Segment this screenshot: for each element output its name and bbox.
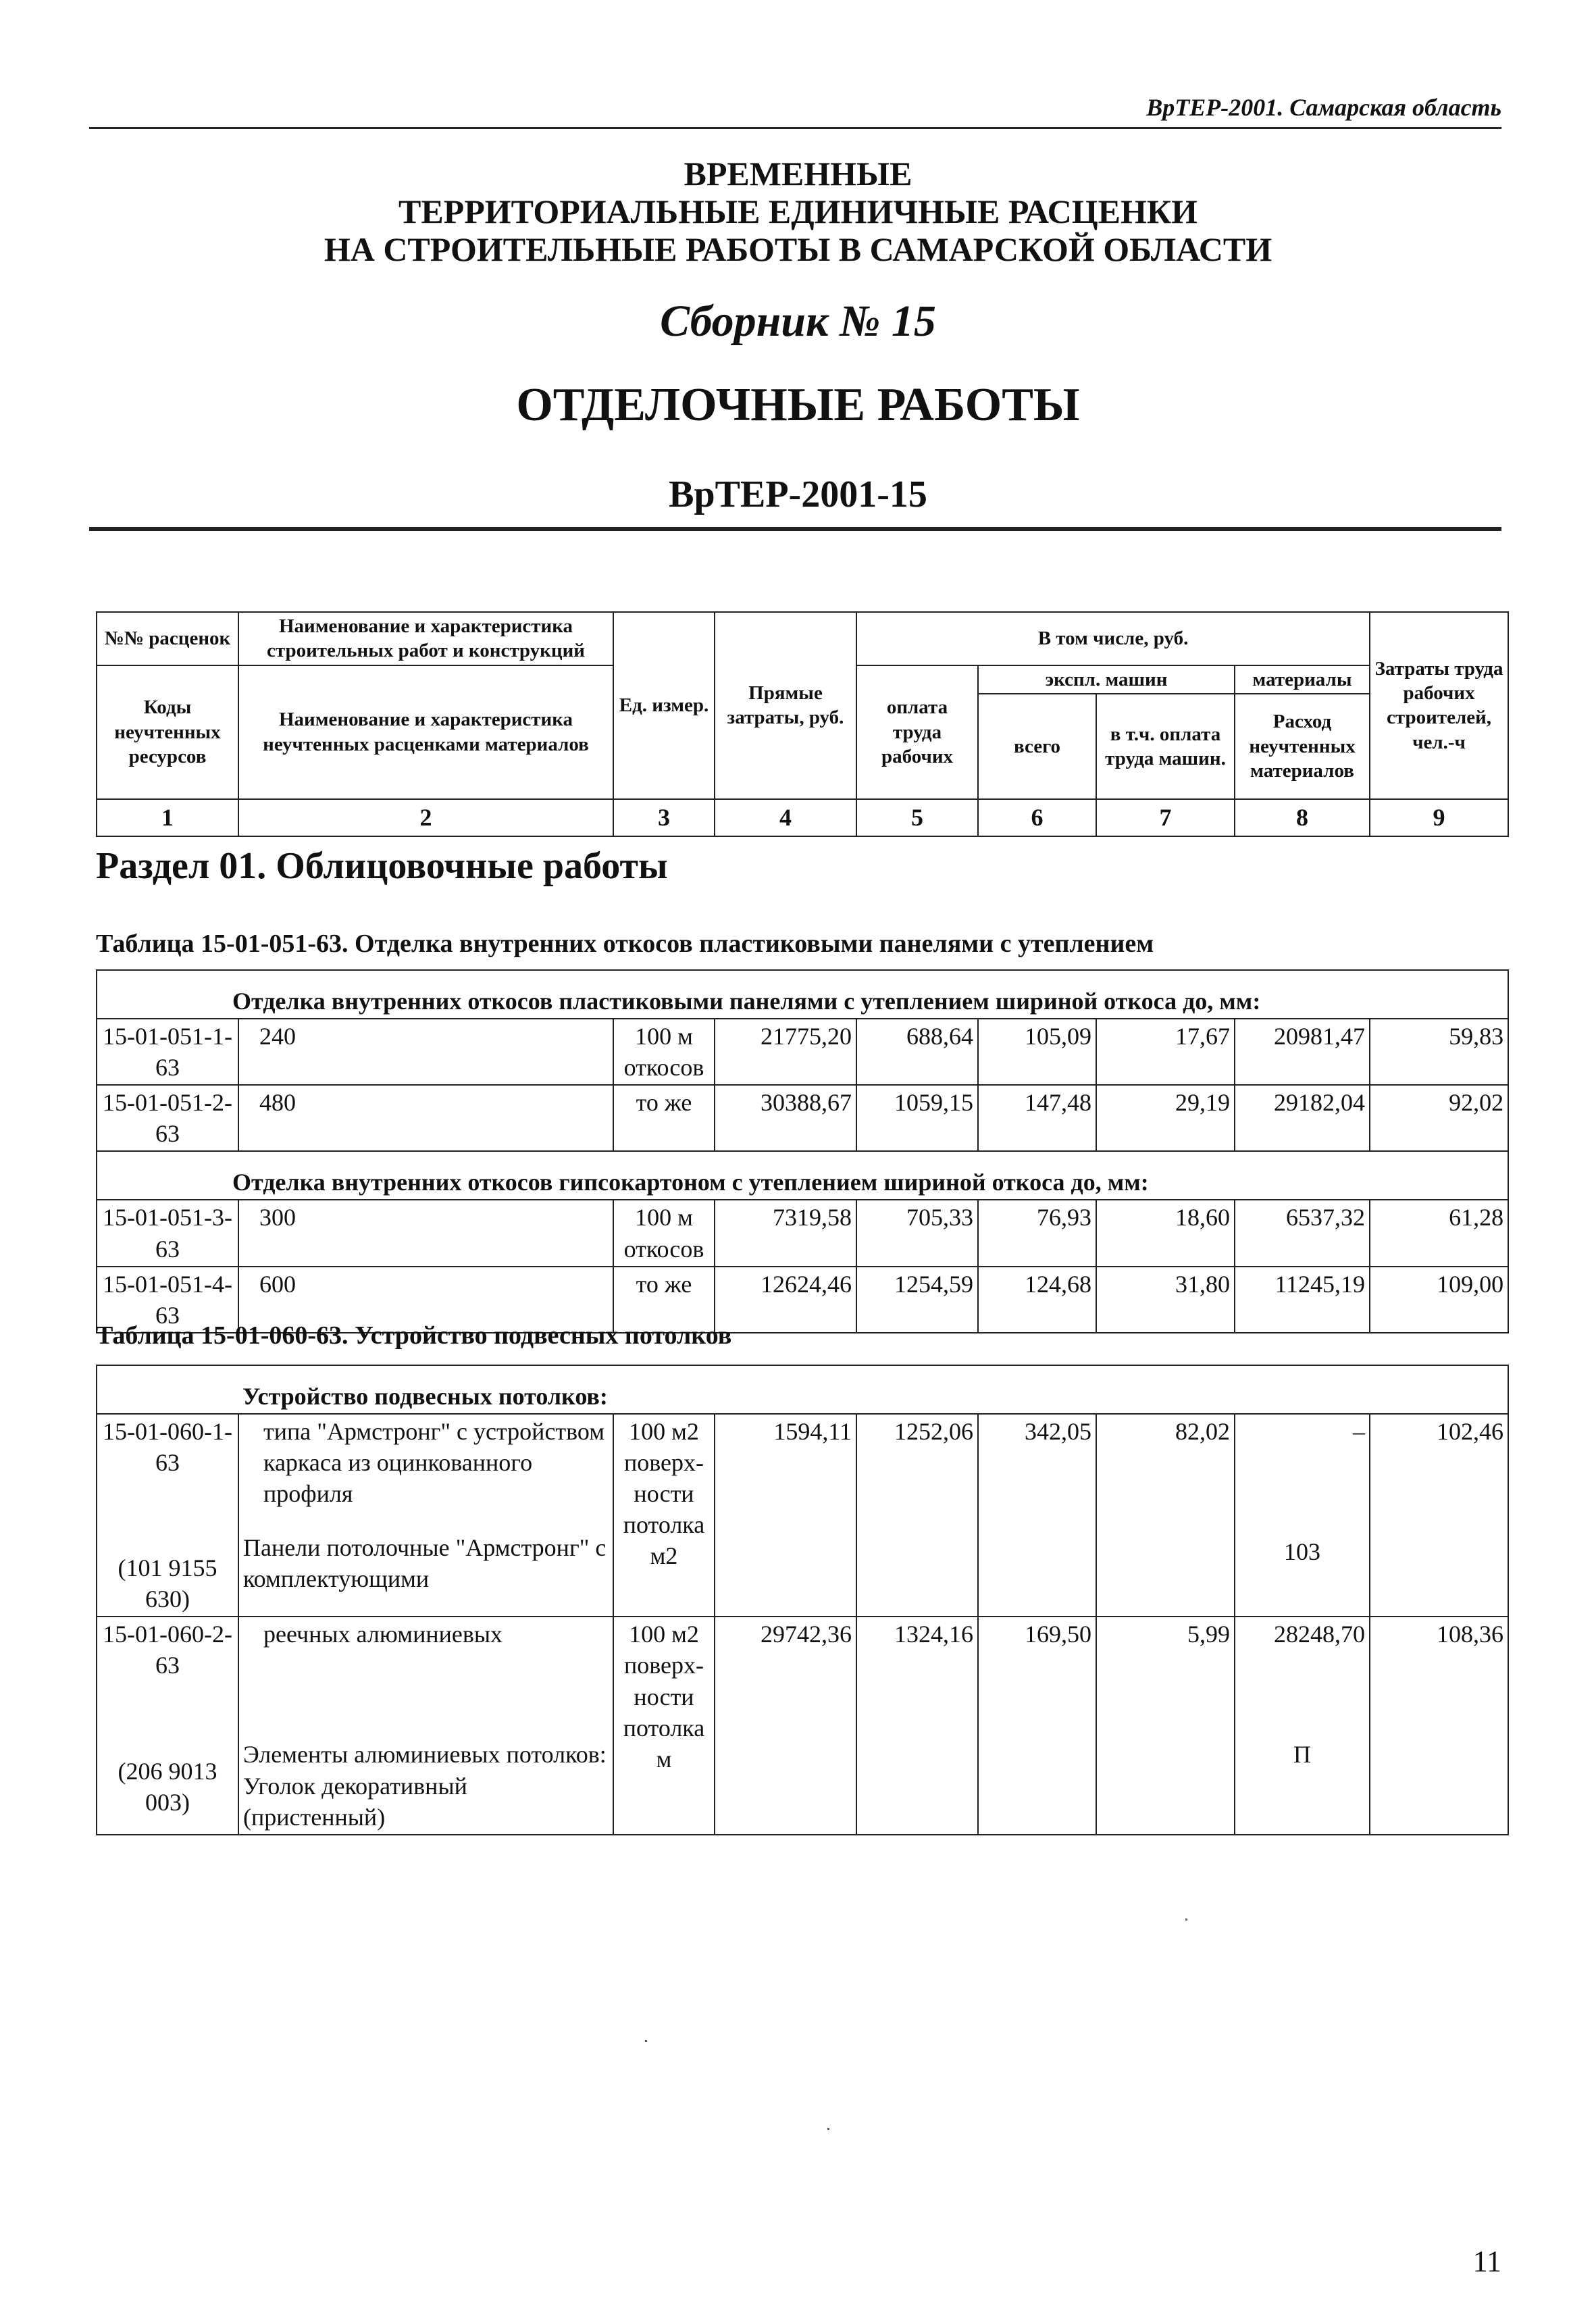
table2-group-heading: Устройство подвесных потолков:: [97, 1365, 1508, 1414]
col-number: 9: [1370, 799, 1508, 836]
hdr-work-name: Наименование и характеристика строительных работ и конструкций: [238, 612, 613, 665]
material-name: Элементы алюминиевых потолков: Уголок декоративный (пристенный): [243, 1741, 607, 1831]
work-name: 600: [238, 1267, 613, 1333]
labor-hours: 59,83: [1370, 1019, 1508, 1085]
work-name: 300: [238, 1200, 613, 1266]
materials: –: [1353, 1418, 1365, 1446]
table-row: [97, 1200, 1508, 1266]
machine-operator-pay: 18,60: [1096, 1200, 1235, 1266]
machines-total: 76,93: [978, 1200, 1096, 1266]
machine-operator-pay: 31,80: [1096, 1267, 1235, 1333]
hdr-rate-number: №№ расценок: [97, 612, 238, 665]
worker-pay: 1059,15: [856, 1085, 978, 1151]
rate-code: 15-01-060-2-63: [103, 1621, 232, 1679]
hdr-material-consumption: Расход неучтенных материалов: [1235, 694, 1370, 799]
direct-costs: 12624,46: [715, 1267, 856, 1333]
machine-operator-pay: 29,19: [1096, 1085, 1235, 1151]
hdr-unit: Ед. измер.: [613, 612, 715, 799]
col-number: 7: [1096, 799, 1235, 836]
unit: то же: [613, 1267, 715, 1333]
col-number: 1: [97, 799, 238, 836]
col-number: 6: [978, 799, 1096, 836]
hdr-machines-total: всего: [978, 694, 1096, 799]
unit-cell: [613, 1414, 715, 1617]
collection-title: Сборник № 15: [660, 297, 936, 346]
hdr-machines: экспл. машин: [978, 665, 1235, 694]
table1-group-heading: Отделка внутренних откосов пластиковыми панелями с утеплением шириной откоса до, мм:: [97, 970, 1508, 1019]
resource-quantity: 103: [1284, 1538, 1320, 1566]
machine-operator-pay: 82,02: [1096, 1414, 1235, 1617]
materials: 28248,70: [1274, 1621, 1365, 1648]
work-name: реечных алюминиевых: [263, 1621, 503, 1648]
direct-costs: 21775,20: [715, 1019, 856, 1085]
machines-total: 169,50: [978, 1617, 1096, 1834]
resource-code: (101 9155 630): [118, 1554, 217, 1613]
hdr-material-name: Наименование и характеристика неучтенных расценками материалов: [238, 665, 613, 799]
col-number: 3: [613, 799, 715, 836]
hdr-resource-codes: Коды неучтенных ресурсов: [97, 665, 238, 799]
table1: [96, 969, 1509, 1333]
rate-code: 15-01-051-3-63: [97, 1200, 238, 1266]
machines-total: 124,68: [978, 1267, 1096, 1333]
table2: [96, 1365, 1509, 1835]
work-name: типа "Армстронг" с устройством каркаса из оцинкованного профиля: [263, 1418, 605, 1508]
direct-costs: 1594,11: [715, 1414, 856, 1617]
unit: 100 м2 поверх-ности потолка: [623, 1418, 705, 1539]
rate-code: 15-01-051-2-63: [97, 1085, 238, 1151]
hdr-worker-pay: оплата труда рабочих: [856, 665, 978, 799]
rate-code-cell: [97, 1617, 238, 1834]
title-line-3: НА СТРОИТЕЛЬНЫЕ РАБОТЫ В САМАРСКОЙ ОБЛАСТИ: [324, 230, 1272, 268]
hdr-direct-costs: Прямые затраты, руб.: [715, 612, 856, 799]
table2-caption: Таблица 15-01-060-63. Устройство подвесных потолков: [96, 1321, 732, 1350]
table-row: [97, 1019, 1508, 1085]
hdr-including: В том числе, руб.: [856, 612, 1370, 665]
rate-code: 15-01-060-1-63: [103, 1418, 232, 1477]
page-number: 11: [1472, 2245, 1501, 2278]
direct-costs: 30388,67: [715, 1085, 856, 1151]
resource-unit: м2: [650, 1542, 678, 1570]
labor-hours: 109,00: [1370, 1267, 1508, 1333]
unit: то же: [613, 1085, 715, 1151]
materials-cell: [1235, 1414, 1370, 1617]
machines-total: 342,05: [978, 1414, 1096, 1617]
col-number: 5: [856, 799, 978, 836]
worker-pay: 1254,59: [856, 1267, 978, 1333]
direct-costs: 29742,36: [715, 1617, 856, 1834]
material-name: Панели потолочные "Армстронг" с комплектующими: [243, 1534, 607, 1593]
worker-pay: 1324,16: [856, 1617, 978, 1834]
resource-quantity: П: [1293, 1741, 1311, 1769]
section-heading: Раздел 01. Облицовочные работы: [96, 845, 668, 887]
materials: 6537,32: [1235, 1200, 1370, 1266]
machine-operator-pay: 5,99: [1096, 1617, 1235, 1834]
work-name: 480: [238, 1085, 613, 1151]
table1-group-heading: Отделка внутренних откосов гипсокартоном с утеплением шириной откоса до, мм:: [97, 1151, 1508, 1200]
work-name-cell: [238, 1414, 613, 1617]
scan-speck: [1185, 1918, 1187, 1921]
table-row: [97, 1617, 1508, 1834]
doc-code: ВрТЕР-2001-15: [669, 474, 927, 515]
materials-cell: [1235, 1617, 1370, 1834]
labor-hours: 61,28: [1370, 1200, 1508, 1266]
unit-cell: [613, 1617, 715, 1834]
table1-caption: Таблица 15-01-051-63. Отделка внутренних откосов пластиковыми панелями с утеплением: [96, 930, 1154, 958]
materials: 11245,19: [1235, 1267, 1370, 1333]
worker-pay: 705,33: [856, 1200, 978, 1266]
work-name-cell: [238, 1617, 613, 1834]
main-title: ОТДЕЛОЧНЫЕ РАБОТЫ: [516, 379, 1080, 431]
rate-code: 15-01-051-4-63: [97, 1267, 238, 1333]
machine-operator-pay: 17,67: [1096, 1019, 1235, 1085]
unit: 100 м откосов: [613, 1200, 715, 1266]
table-row: [97, 1414, 1508, 1617]
labor-hours: 108,36: [1370, 1617, 1508, 1834]
hdr-labor-hours: Затраты труда рабочих строителей, чел.-ч: [1370, 612, 1508, 799]
worker-pay: 688,64: [856, 1019, 978, 1085]
labor-hours: 92,02: [1370, 1085, 1508, 1151]
materials: 29182,04: [1235, 1085, 1370, 1151]
column-header-table: [96, 611, 1509, 837]
header-rule: [89, 127, 1501, 129]
resource-unit: м: [656, 1745, 672, 1773]
scan-speck: [827, 2128, 829, 2130]
resource-code: (206 9013 003): [118, 1757, 217, 1816]
unit: 100 м2 поверх-ности потолка: [623, 1621, 705, 1742]
running-header: ВрТЕР-2001. Самарская область: [1146, 94, 1501, 121]
table-row: [97, 1085, 1508, 1151]
machines-total: 147,48: [978, 1085, 1096, 1151]
title-rule: [89, 527, 1501, 531]
rate-code-cell: [97, 1414, 238, 1617]
title-line-1: ВРЕМЕННЫЕ: [684, 155, 912, 193]
title-line-2: ТЕРРИТОРИАЛЬНЫЕ ЕДИНИЧНЫЕ РАСЦЕНКИ: [398, 193, 1198, 230]
direct-costs: 7319,58: [715, 1200, 856, 1266]
worker-pay: 1252,06: [856, 1414, 978, 1617]
scan-speck: [645, 2040, 647, 2042]
work-name: 240: [238, 1019, 613, 1085]
hdr-materials: материалы: [1235, 665, 1370, 694]
col-number: 4: [715, 799, 856, 836]
machines-total: 105,09: [978, 1019, 1096, 1085]
rate-code: 15-01-051-1-63: [97, 1019, 238, 1085]
col-number: 8: [1235, 799, 1370, 836]
labor-hours: 102,46: [1370, 1414, 1508, 1617]
materials: 20981,47: [1235, 1019, 1370, 1085]
unit: 100 м откосов: [613, 1019, 715, 1085]
hdr-machine-operator-pay: в т.ч. оплата труда машин.: [1096, 694, 1235, 799]
col-number: 2: [238, 799, 613, 836]
